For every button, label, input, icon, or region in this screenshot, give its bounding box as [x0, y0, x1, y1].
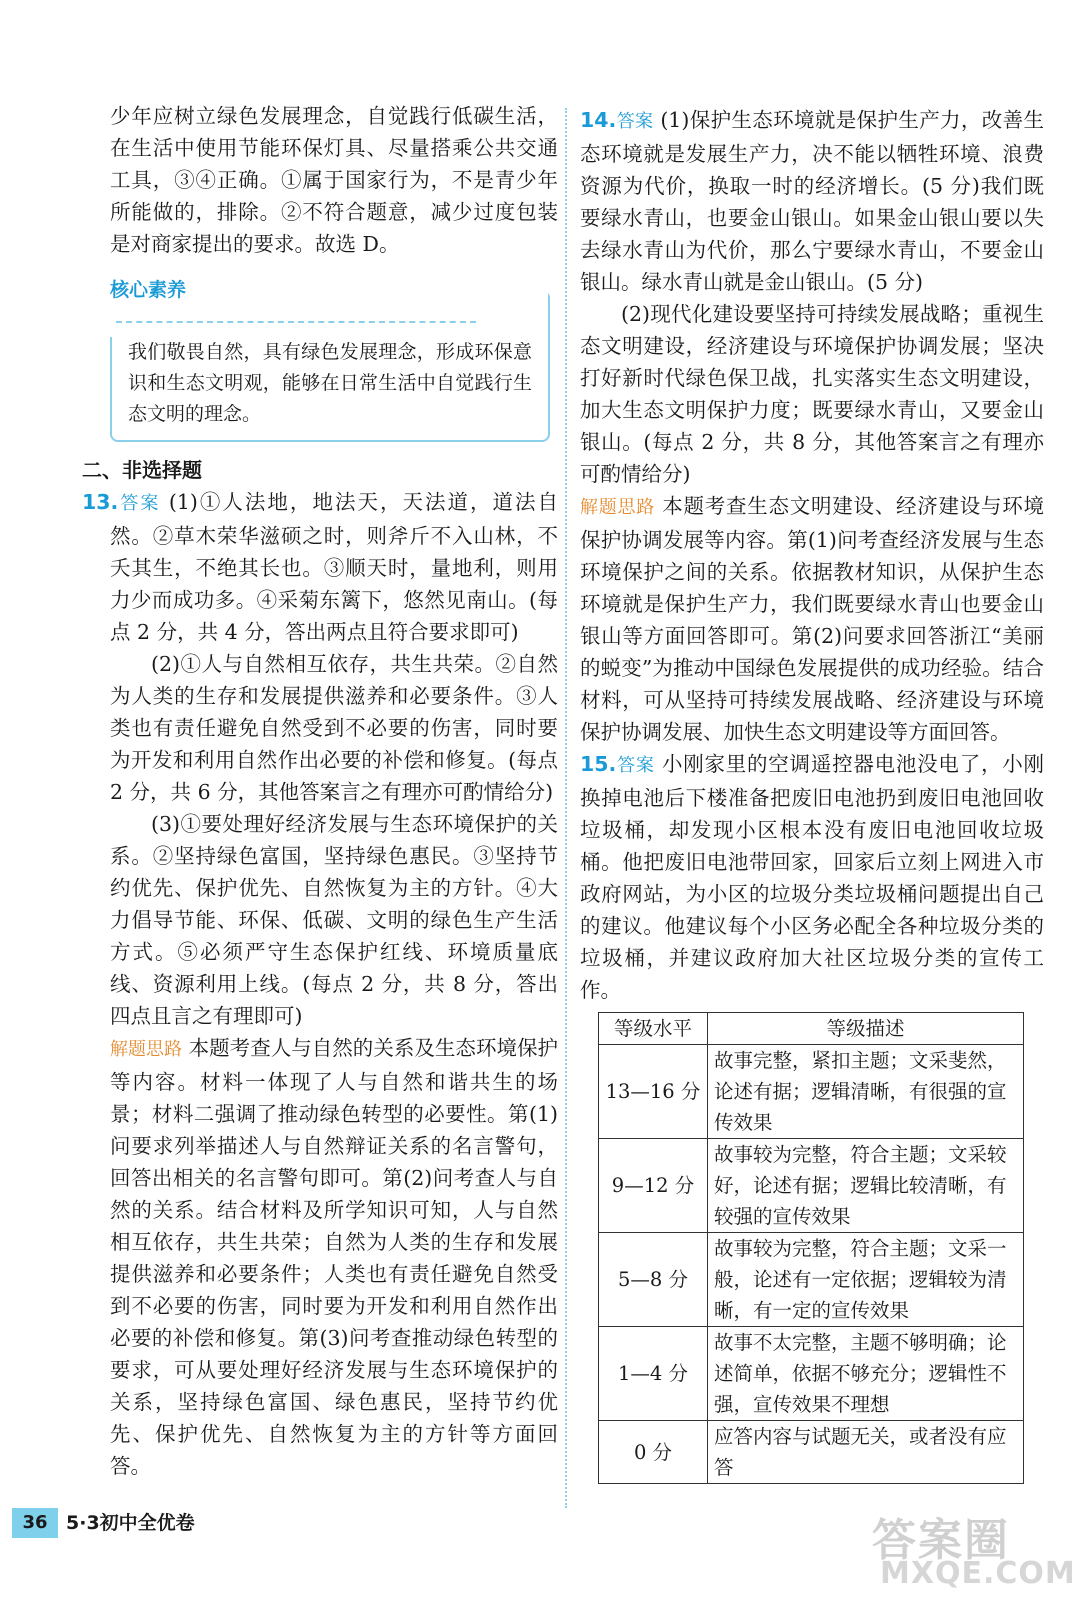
- table-row: [599, 1327, 1024, 1421]
- table-header-desc: 等级描述: [708, 1013, 1024, 1045]
- q13-idea-tag: 解题思路: [110, 1039, 183, 1060]
- q14-answer-2: (2)现代化建设要坚持可持续发展战略；重视生态文明建设，经济建设与环境保护协调发展；坚决打好新时代绿色保卫战，扎实落实生态文明建设，加大生态文明保护力度；既要绿水青山，又要金山银山。(每点 2 分，共 8 分，其他答案言之有理亦可酌情给分): [580, 302, 1044, 486]
- table-cell-level: 13—16 分: [599, 1045, 708, 1139]
- table-header-row: [599, 1013, 1024, 1045]
- table-cell-desc: 应答内容与试题无关，或者没有应答: [708, 1421, 1024, 1484]
- q13-answer-2: (2)①人与自然相互依存，共生共荣。②自然为人类的生存和发展提供滋养和必要条件。③人类也有责任避免自然受到不必要的伤害，同时要为开发和利用自然作出必要的补偿和修复。(每点 2 分，共 6 分，其他答案言之有理亦可酌情给分): [110, 652, 558, 804]
- q12-analysis-tail: 少年应树立绿色发展理念，自觉践行低碳生活，在生活中使用节能环保灯具、尽量搭乘公共交通工具，③④正确。①属于国家行为，不是青少年所能做的，排除。②不符合题意，减少过度包装是对商家提出的要求。故选 D。: [110, 104, 558, 256]
- table-row: [599, 1045, 1024, 1139]
- q14-solution-idea: 解题思路 本题考查生态文明建设、经济建设与环境保护协调发展等内容。第(1)问考查经济发展与生态环境保护之间的关系。依据教材知识，从保护生态环境就是保护生产力，我们既要绿水青山也要金山银山等方面回答即可。第(2)问要求回答浙江“美丽的蜕变”为推动中国绿色发展提供的成功经验。结合材料，可从坚持可持续发展战略、经济建设与环境保护协调发展、加快生态文明建设等方面回答。: [580, 494, 1044, 744]
- q14-answer-1: 14.答案 (1)保护生态环境就是保护生产力，改善生态环境就是发展生产力，决不能以牺牲环境、浪费资源为代价，换取一时的经济增长。(5 分)我们既要绿水青山，也要金山银山。如果金山银山要以失去绿水青山为代价，那么宁要绿水青山，不要金山银山。绿水青山就是金山银山。(5 分): [580, 108, 1044, 294]
- q13-answer-1: 13.答案 (1)①人法地，地法天，天法道，道法自然。②草木荣华滋硕之时，则斧斤不入山林，不夭其生，不绝其长也。③顺天时，量地利，则用力少而成功多。④采菊东篱下，悠然见南山。(每点 2 分，共 4 分，答出两点且符合要求即可): [82, 490, 558, 644]
- q14-answer-tag: 答案: [616, 111, 654, 132]
- watermark-cn: 答案圈: [872, 1515, 1010, 1566]
- section-heading: 二、非选择题: [82, 458, 202, 482]
- watermark-en: MXQE.COM: [880, 1556, 1076, 1591]
- table-row: [599, 1421, 1024, 1484]
- table-cell-level: 9—12 分: [599, 1139, 708, 1233]
- q15-answer-tag: 答案: [616, 755, 655, 776]
- core-literacy-text: 我们敬畏自然，具有绿色发展理念，形成环保意识和生态文明观，能够在日常生活中自觉践行生态文明的理念。: [128, 341, 532, 425]
- table-cell-level: 1—4 分: [599, 1327, 708, 1421]
- q15-number: 15.: [580, 752, 617, 776]
- core-literacy-box: [110, 279, 550, 442]
- book-title: 5·3初中全优卷: [66, 1512, 195, 1534]
- q13-answer-tag: 答案: [118, 493, 161, 514]
- table-header-level: 等级水平: [599, 1013, 708, 1045]
- table-row: [599, 1233, 1024, 1327]
- q14-idea-tag: 解题思路: [580, 497, 655, 518]
- table-cell-desc: 故事较为完整，符合主题；文采较好，论述有据；逻辑比较清晰，有较强的宣传效果: [708, 1139, 1024, 1233]
- table-cell-desc: 故事完整，紧扣主题；文采斐然，论述有据；逻辑清晰，有很强的宣传效果: [708, 1045, 1024, 1139]
- q13-answer-3: (3)①要处理好经济发展与生态环境保护的关系。②坚持绿色富国，坚持绿色惠民。③坚持节约优先、保护优先、自然恢复为主的方针。④大力倡导节能、环保、低碳、文明的绿色生产生活方式。⑤必须严守生态保护红线、环境质量底线、资源利用上线。(每点 2 分，共 8 分，答出四点且言之有理即可): [110, 812, 558, 1028]
- q14-number: 14.: [580, 108, 617, 132]
- right-column: [580, 100, 1044, 1484]
- table-cell-level: 0 分: [599, 1421, 708, 1484]
- q13-solution-idea: 解题思路 本题考查人与自然的关系及生态环境保护等内容。材料一体现了人与自然和谐共生的场景；材料二强调了推动绿色转型的必要性。第(1)问要求列举描述人与自然辩证关系的名言警句，回答出相关的名言警句即可。第(2)问考查人与自然的关系。结合材料及所学知识可知，人与自然相互依存，共生共荣；自然为人类的生存和发展提供滋养和必要条件；人类也有责任避免自然受到不必要的伤害，同时要为开发和利用自然作出必要的补偿和修复。第(3)问考查推动绿色转型的要求，可从要处理好经济发展与生态环境保护的关系，坚持绿色富国、绿色惠民，坚持节约优先、保护优先、自然恢复为主的方针等方面回答。: [110, 1036, 559, 1478]
- q13-number: 13.: [82, 490, 119, 514]
- column-divider: [565, 108, 567, 1508]
- table-cell-level: 5—8 分: [599, 1233, 708, 1327]
- watermark-logo: [872, 1504, 1076, 1594]
- table-cell-desc: 故事不太完整，主题不够明确；论述简单，依据不够充分；逻辑性不强，宣传效果不理想: [708, 1327, 1024, 1421]
- left-column: [82, 100, 558, 1482]
- q15-answer: 15.答案 小刚家里的空调遥控器电池没电了，小刚换掉电池后下楼准备把废旧电池扔到废旧电池回收垃圾桶，却发现小区根本没有废旧电池回收垃圾桶。他把废旧电池带回家，回家后立刻上网进入市政府网站，为小区的垃圾分类垃圾桶问题提出自己的建议。他建议每个小区务必配全各种垃圾分类的垃圾桶，并建议政府加大社区垃圾分类的宣传工作。: [580, 752, 1045, 1002]
- core-literacy-title: 核心素养: [104, 275, 548, 337]
- grading-table: [598, 1012, 1024, 1484]
- table-row: [599, 1139, 1024, 1233]
- table-cell-desc: 故事较为完整，符合主题；文采一般，论述有一定依据；逻辑较为清晰，有一定的宣传效果: [708, 1233, 1024, 1327]
- page-number: 36: [12, 1508, 58, 1538]
